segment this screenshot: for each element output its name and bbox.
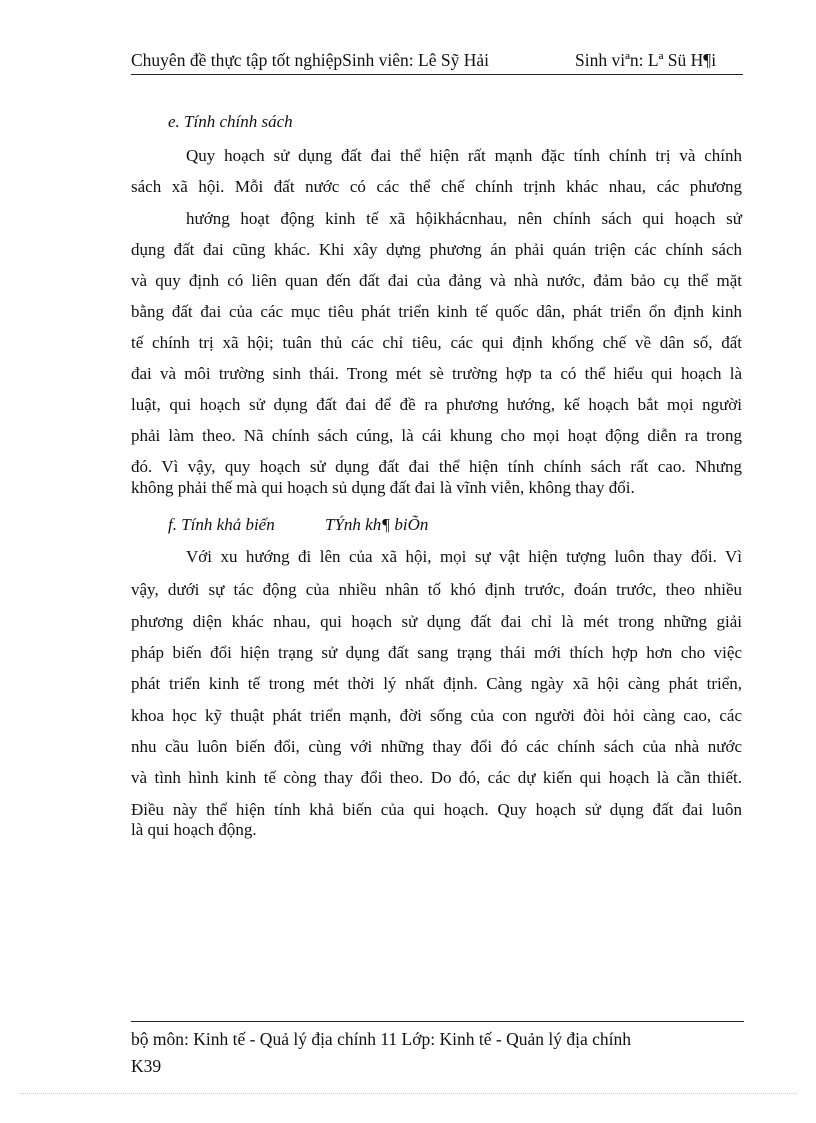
paragraph-line: luật, qui hoạch sử dụng đất đai để đề ra phương hướng, kế hoạch bắt mọi người xyxy=(131,395,742,414)
paragraph-line: và tình hình kinh tế còng thay đổi theo. Do đó, các dự kiến qui hoạch là cần thiết. xyxy=(131,768,742,787)
paragraph-line: không phải thế mà qui hoạch sủ dụng đất đai là vĩnh viễn, không thay đổi. xyxy=(131,478,635,497)
paragraph-line: vậy, dưới sự tác động của nhiều nhân tố khó định trước, đoán trước, theo nhiều xyxy=(131,580,742,599)
page-edge-divider xyxy=(20,1093,796,1094)
page-header xyxy=(131,48,743,75)
section-f-heading-alt: TÝnh kh¶ biÕn xyxy=(325,515,429,534)
footer-divider xyxy=(131,1021,744,1022)
paragraph-line: nhu cầu luôn biến đổi, cùng với những thay đổi đó các chính sách của nhà nước xyxy=(131,737,742,756)
header-left-text: Chuyên đề thực tập tốt nghiệpSinh viên: Lê Sỹ Hải xyxy=(131,50,489,70)
paragraph-line: và quy định có liên quan đến đất đai của đảng và nhà nước, đảm bảo cụ thể mặt xyxy=(131,271,742,290)
paragraph-line: phải làm theo. Nã chính sách cúng, là cái khung cho mọi hoạt động diễn ra trong xyxy=(131,426,742,445)
paragraph-line: hướng hoạt động kinh tế xã hộikhácnhau, nên chính sách qui hoạch sử xyxy=(186,209,742,228)
paragraph-line: dụng đất đai cũng khác. Khi xây dựng phương án phải quán triện các chính sách xyxy=(131,240,742,259)
paragraph-line: Quy hoạch sử dụng đất đai thể hiện rất mạnh đặc tính chính trị và chính xyxy=(186,146,742,165)
footer-line-2: K39 xyxy=(131,1056,162,1076)
paragraph-line: khoa học kỹ thuật phát triển mạnh, đời sống của con người đòi hỏi càng cao, các xyxy=(131,706,742,725)
section-f-heading: f. Tính khả biến xyxy=(168,515,275,534)
footer-line-1: bộ môn: Kinh tế - Quả lý địa chính 11 Lớp: Kinh tế - Quản lý địa chính xyxy=(131,1029,631,1049)
paragraph-line: Điều này thể hiện tính khả biến của qui hoạch. Quy hoạch sử dụng đất đai luôn xyxy=(131,800,742,819)
paragraph-line: đó. Vì vậy, quy hoạch sử dụng đất đai thể hiện tính chính sách rất cao. Nhưng xyxy=(131,457,742,476)
paragraph-line: sách xã hội. Mỗi đất nước có các thể chế chính trịnh khác nhau, các phương xyxy=(131,177,742,196)
paragraph-line: phương diện khác nhau, qui hoạch sử dụng đất đai chỉ là mét trong những giải xyxy=(131,612,742,631)
paragraph-line: Với xu hướng đi lên của xã hội, mọi sự vật hiện tượng luôn thay đổi. Vì xyxy=(186,547,742,566)
header-right-text: Sinh viªn: Lª Sü H¶i xyxy=(575,50,717,70)
paragraph-line: đai và môi trường sinh thái. Trong mét sè trường hợp ta có thể hiểu qui hoạch là xyxy=(131,364,742,383)
paragraph-line: phát triển kinh tế trong mét thời lý nhất định. Càng ngày xã hội càng phát triển, xyxy=(131,674,742,693)
section-e-heading: e. Tính chính sách xyxy=(168,112,293,131)
paragraph-line: pháp biến đổi hiện trạng sử dụng đất sang trạng thái mới thích hợp hơn cho việc xyxy=(131,643,742,662)
paragraph-line: bằng đất đai của các mục tiêu phát triển kinh tế quốc dân, phát triển ổn định kinh xyxy=(131,302,742,321)
paragraph-line: tế chính trị xã hội; tuân thủ các chỉ tiêu, các qui định khống chế về dân số, đất xyxy=(131,333,742,352)
paragraph-line: là qui hoạch động. xyxy=(131,820,257,839)
